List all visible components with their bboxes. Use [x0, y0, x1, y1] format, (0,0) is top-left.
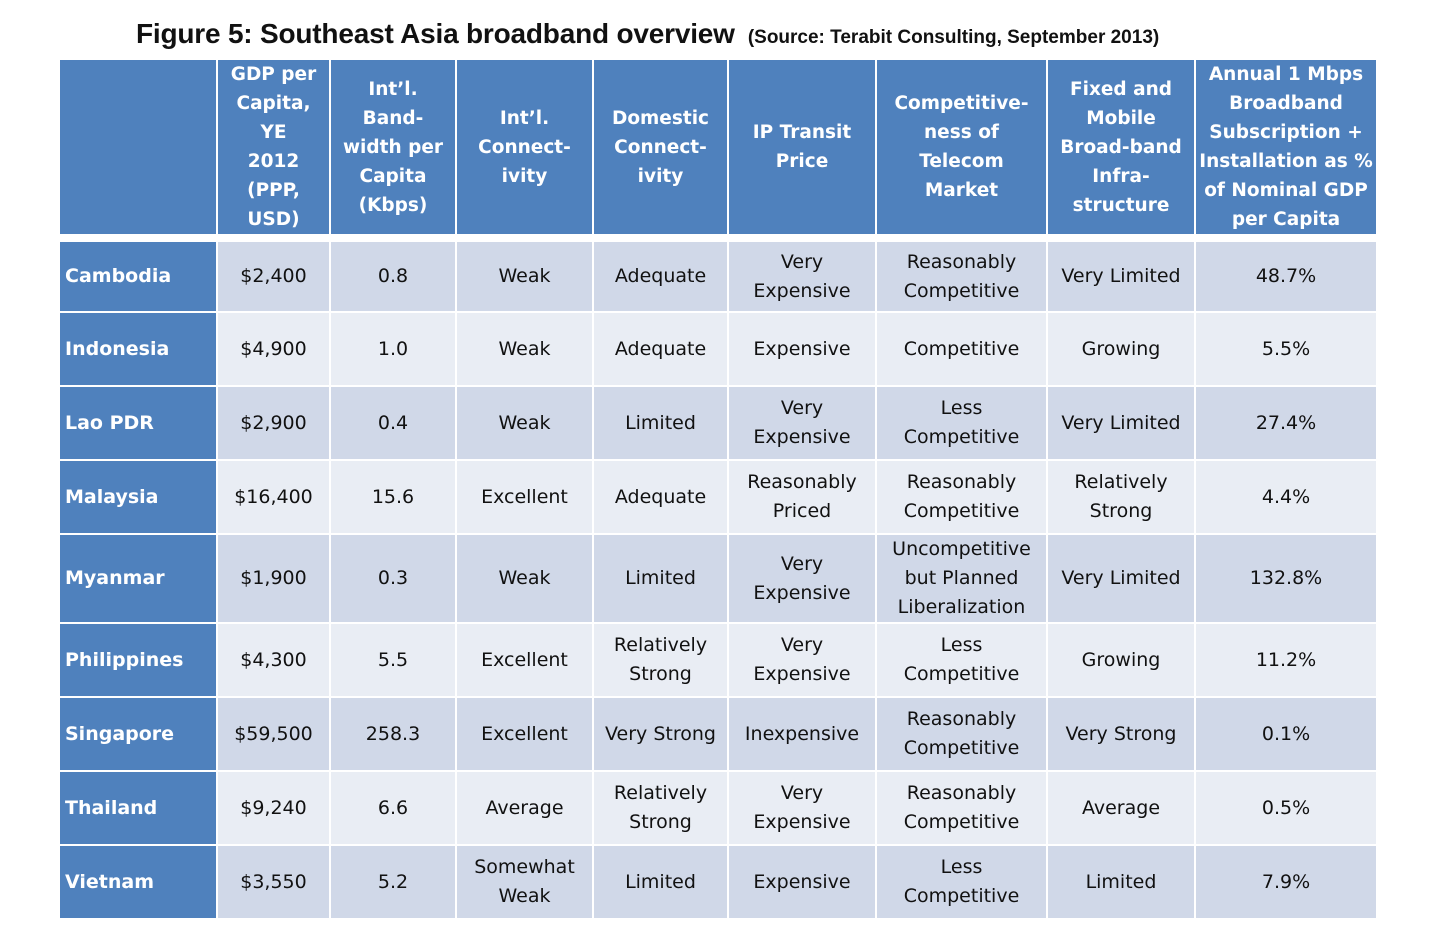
table-cell: [456, 845, 593, 919]
table-cell: [728, 697, 876, 771]
table-cell: [330, 697, 456, 771]
table-cell: [217, 386, 330, 460]
table-cell-line: Very Strong: [1065, 722, 1177, 745]
row-header-country: Myanmar: [59, 534, 217, 623]
table-cell-line: 0.4: [377, 411, 409, 434]
table-cell-line: 6.6: [377, 796, 409, 819]
table-cell: [456, 623, 593, 697]
table-cell: [1047, 623, 1195, 697]
table-cell: [330, 534, 456, 623]
table-row: [59, 460, 1377, 534]
table-cell-line: Adequate: [614, 265, 707, 287]
table-cell: [728, 312, 876, 386]
row-header-country: Philippines: [59, 623, 217, 697]
table-cell-line: 5.2: [377, 870, 409, 893]
table-cell-line: Very: [780, 397, 824, 419]
table-cell-line: 11.2%: [1255, 648, 1317, 671]
column-header-line: Int’l.: [499, 107, 550, 129]
table-cell-line: Reasonably: [747, 471, 857, 493]
column-header-1: [217, 59, 330, 238]
table-row: [59, 534, 1377, 623]
table-row: [59, 771, 1377, 845]
table-cell-line: Strong: [629, 663, 692, 685]
table-cell-line: Expensive: [753, 426, 851, 448]
table-cell-line: Less: [940, 856, 983, 878]
column-header-line: per Capita: [1231, 209, 1341, 230]
table-cell-line: Excellent: [481, 722, 568, 745]
table-cell-line: $9,240: [240, 796, 307, 819]
table-cell-line: Less: [940, 634, 983, 656]
table-cell: [593, 623, 728, 697]
table-cell-line: Very: [780, 782, 824, 804]
table-cell-line: Weak: [498, 265, 551, 287]
table-cell: [876, 238, 1047, 312]
column-header-line: Connect-: [478, 136, 571, 158]
table-cell-line: Weak: [498, 411, 551, 434]
column-header-line: Installation as %: [1199, 151, 1373, 172]
column-header-line: Telecom: [919, 151, 1004, 172]
column-header-line: Subscription +: [1209, 122, 1363, 143]
table-cell: [1047, 771, 1195, 845]
column-header-5: [728, 59, 876, 238]
table-cell-line: Expensive: [753, 663, 851, 685]
column-header-line: Price: [775, 151, 829, 172]
table-cell-line: Competitive: [903, 811, 1020, 833]
table-cell: [1047, 460, 1195, 534]
table-cell: [876, 312, 1047, 386]
table-cell-line: Liberalization: [897, 596, 1026, 618]
table-cell: [728, 238, 876, 312]
table-cell-line: Competitive: [903, 663, 1020, 685]
table-cell: [593, 312, 728, 386]
table-cell-line: 258.3: [365, 722, 421, 745]
table-cell: [456, 238, 593, 312]
table-cell: [330, 623, 456, 697]
table-cell: [456, 386, 593, 460]
table-cell-line: Adequate: [614, 485, 707, 508]
column-header-line: (Kbps): [358, 194, 428, 216]
figure-source: (Source: Terabit Consulting, September 2013): [747, 27, 1160, 48]
column-header-line: Market: [924, 180, 999, 201]
table-cell-line: Reasonably: [906, 708, 1017, 730]
table-cell: [728, 386, 876, 460]
table-cell: [330, 312, 456, 386]
column-header-0: [59, 59, 217, 238]
table-cell-line: Relatively: [613, 634, 708, 656]
table-cell: [217, 771, 330, 845]
table-cell: [876, 623, 1047, 697]
table-cell-line: Very: [780, 634, 824, 656]
broadband-overview-table: [58, 58, 1378, 920]
table-cell: [217, 845, 330, 919]
column-header-line: of Nominal GDP: [1204, 180, 1368, 201]
table-cell: [456, 534, 593, 623]
table-cell: [876, 386, 1047, 460]
figure-title: Figure 5: Southeast Asia broadband overview: [136, 18, 735, 49]
table-cell-line: Growing: [1081, 648, 1161, 671]
table-cell: [1047, 386, 1195, 460]
table-cell-line: Competitive: [903, 500, 1020, 522]
table-cell-line: 0.3: [377, 567, 409, 589]
table-cell-line: $3,550: [240, 870, 307, 893]
table-cell-line: Strong: [629, 811, 692, 833]
table-cell: [1195, 845, 1377, 919]
table-cell: [593, 386, 728, 460]
table-cell-line: 0.1%: [1261, 722, 1311, 745]
table-cell-line: Relatively: [613, 782, 708, 804]
column-header-line: ness of: [924, 122, 999, 143]
table-cell: [217, 238, 330, 312]
table-cell: [330, 238, 456, 312]
table-cell-line: Very: [780, 250, 824, 273]
column-header-line: Capita, YE: [236, 93, 311, 143]
table-body: [59, 238, 1377, 919]
table-cell-line: $2,400: [240, 265, 307, 287]
table-cell: [217, 697, 330, 771]
column-header-line: Annual 1 Mbps: [1208, 64, 1364, 85]
column-header-7: [1047, 59, 1195, 238]
table-cell-line: Relatively: [1074, 471, 1168, 493]
table-cell-line: Less: [940, 397, 983, 419]
table-cell-line: Average: [485, 796, 564, 819]
table-cell: [728, 623, 876, 697]
row-header-country: Cambodia: [59, 238, 217, 312]
table-cell: [217, 312, 330, 386]
table-cell-line: $2,900: [240, 411, 307, 434]
table-cell: [1195, 697, 1377, 771]
column-header-line: Domestic: [611, 107, 710, 129]
table-cell-line: Limited: [625, 567, 696, 589]
table-cell-line: Reasonably: [906, 471, 1017, 493]
table-cell-line: Weak: [498, 567, 551, 589]
table-cell-line: Excellent: [481, 648, 568, 671]
table-cell: [728, 460, 876, 534]
table-cell: [456, 771, 593, 845]
column-header-8: [1195, 59, 1377, 238]
table-cell: [1047, 534, 1195, 623]
table-cell-line: Somewhat: [474, 856, 575, 878]
table-row: [59, 697, 1377, 771]
table-row: [59, 386, 1377, 460]
table-cell: [876, 460, 1047, 534]
table-cell-line: but Planned: [904, 567, 1019, 589]
table-cell: [1195, 623, 1377, 697]
column-header-line: 2012: [247, 151, 300, 172]
table-cell-line: 0.5%: [1261, 796, 1311, 819]
column-header-2: [330, 59, 456, 238]
table-cell-line: Uncompetitive: [892, 538, 1031, 560]
table-cell-line: Limited: [625, 870, 696, 893]
table-cell: [330, 460, 456, 534]
table-cell-line: 5.5%: [1261, 337, 1311, 360]
table-cell: [1047, 697, 1195, 771]
column-header-4: [593, 59, 728, 238]
header-row: [59, 59, 1377, 238]
table-cell-line: Inexpensive: [744, 722, 860, 745]
table-cell-line: Expensive: [753, 337, 851, 360]
table-cell-line: $59,500: [234, 722, 313, 745]
table-cell: [593, 460, 728, 534]
table-cell-line: 7.9%: [1261, 870, 1311, 893]
column-header-line: Int’l.: [368, 78, 418, 100]
table-cell: [217, 534, 330, 623]
table-cell-line: Reasonably: [906, 250, 1017, 273]
table-cell-line: Reasonably: [906, 782, 1017, 804]
figure-title-block: [136, 18, 1159, 50]
table-cell: [1047, 238, 1195, 312]
table-cell-line: 1.0: [377, 337, 409, 360]
row-header-country: Singapore: [59, 697, 217, 771]
column-header-line: Connect-: [614, 136, 707, 158]
table-cell: [330, 845, 456, 919]
column-header-line: Fixed and: [1069, 78, 1173, 100]
table-cell-line: Very Limited: [1061, 265, 1181, 287]
table-cell-line: Weak: [498, 337, 551, 360]
table-cell-line: Adequate: [614, 337, 707, 360]
table-cell: [728, 845, 876, 919]
column-header-line: Broad-band: [1060, 136, 1182, 158]
table-cell-line: Competitive: [903, 885, 1020, 907]
row-header-country: Thailand: [59, 771, 217, 845]
column-header-line: Capita: [359, 165, 427, 187]
column-header-line: ivity: [637, 165, 684, 187]
table-cell: [1195, 386, 1377, 460]
row-header-country: Indonesia: [59, 312, 217, 386]
column-header-line: Broadband: [1229, 93, 1343, 114]
table-cell-line: Competitive: [903, 279, 1020, 302]
table-cell: [1195, 460, 1377, 534]
table-cell: [1195, 312, 1377, 386]
table-cell: [876, 697, 1047, 771]
table-cell: [728, 534, 876, 623]
table-cell-line: Limited: [625, 411, 696, 434]
table-cell: [593, 534, 728, 623]
table-cell: [876, 845, 1047, 919]
table-cell: [217, 623, 330, 697]
table-cell: [593, 697, 728, 771]
row-header-country: Malaysia: [59, 460, 217, 534]
table-row: [59, 238, 1377, 312]
table-cell-line: Expensive: [753, 279, 851, 302]
table-cell: [728, 771, 876, 845]
table-cell: [1195, 238, 1377, 312]
table-cell-line: $4,300: [240, 648, 307, 671]
table-cell-line: 48.7%: [1255, 265, 1317, 287]
column-header-line: width per: [342, 136, 444, 158]
table-cell-line: Priced: [772, 500, 832, 522]
table-row: [59, 623, 1377, 697]
table-cell-line: Competitive: [903, 737, 1020, 759]
table-cell: [876, 771, 1047, 845]
table-cell-line: Very Limited: [1061, 411, 1181, 434]
column-header-line: structure: [1072, 194, 1170, 216]
table-cell: [593, 771, 728, 845]
table-cell-line: Excellent: [481, 485, 568, 508]
column-header-line: ivity: [501, 165, 548, 187]
table-cell: [330, 771, 456, 845]
column-header-line: Band-: [362, 107, 424, 129]
table-cell: [456, 312, 593, 386]
table-cell-line: Average: [1081, 796, 1161, 819]
column-header-line: Infra-: [1092, 165, 1150, 187]
table-cell-line: Competitive: [903, 426, 1020, 448]
table-cell: [456, 460, 593, 534]
table-cell-line: 0.8: [377, 265, 409, 287]
table-cell-line: Expensive: [753, 870, 851, 893]
table-cell-line: 5.5: [377, 648, 409, 671]
table-cell: [217, 460, 330, 534]
table-cell: [593, 845, 728, 919]
column-header-line: GDP per: [230, 64, 317, 85]
table-cell: [876, 534, 1047, 623]
table-cell-line: Very Limited: [1061, 567, 1181, 589]
table-cell: [1047, 845, 1195, 919]
table-header: [59, 59, 1377, 238]
table-cell-line: 4.4%: [1261, 485, 1311, 508]
column-header-line: USD): [247, 209, 300, 230]
table-cell: [330, 386, 456, 460]
table-cell: [593, 238, 728, 312]
table-cell-line: $16,400: [234, 485, 313, 508]
column-header-line: IP Transit: [752, 122, 852, 143]
row-header-country: Lao PDR: [59, 386, 217, 460]
table-row: [59, 845, 1377, 919]
table-cell: [1195, 771, 1377, 845]
table-cell-line: 132.8%: [1249, 567, 1323, 589]
table-cell-line: Expensive: [753, 811, 851, 833]
column-header-line: Competitive-: [894, 93, 1029, 114]
table-row: [59, 312, 1377, 386]
table-cell-line: $1,900: [240, 567, 307, 589]
table-cell-line: Very Strong: [605, 722, 716, 745]
column-header-6: [876, 59, 1047, 238]
column-header-line: (PPP,: [247, 180, 300, 201]
table-cell-line: Expensive: [753, 581, 851, 604]
table-cell-line: $4,900: [240, 337, 307, 360]
table-cell-line: Weak: [498, 885, 551, 907]
table-cell-line: Limited: [1085, 870, 1157, 893]
table-cell-line: Strong: [1089, 500, 1153, 522]
row-header-country: Vietnam: [59, 845, 217, 919]
table-cell-line: Competitive: [903, 337, 1020, 360]
table-cell: [1195, 534, 1377, 623]
table-cell: [1047, 312, 1195, 386]
table-cell-line: 15.6: [371, 485, 415, 508]
column-header-line: Mobile: [1086, 107, 1156, 129]
column-header-3: [456, 59, 593, 238]
table-cell-line: 27.4%: [1255, 411, 1317, 434]
table-cell: [456, 697, 593, 771]
table-cell-line: Very: [780, 552, 824, 575]
table-cell-line: Growing: [1081, 337, 1161, 360]
